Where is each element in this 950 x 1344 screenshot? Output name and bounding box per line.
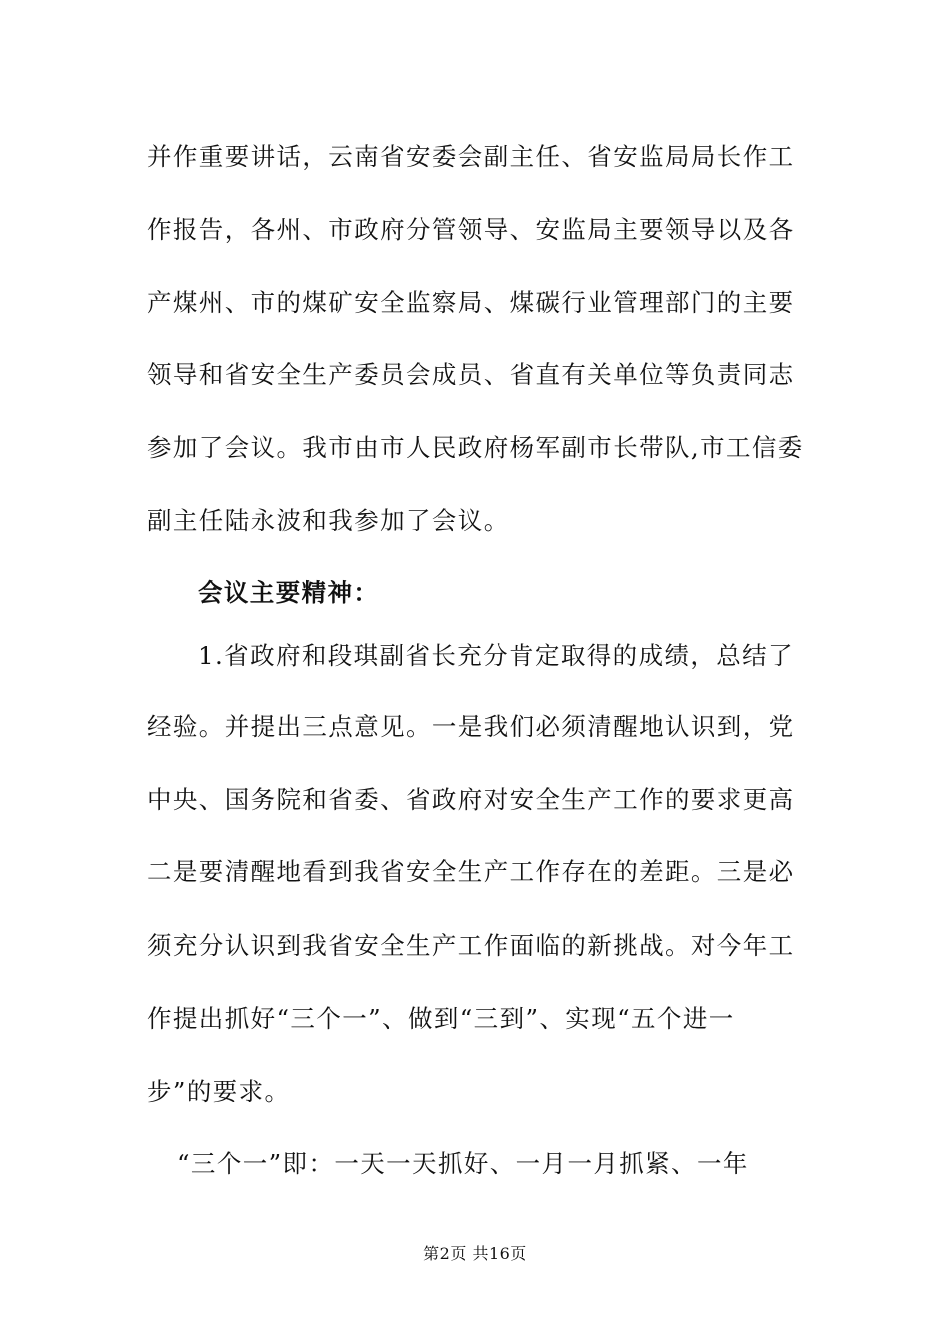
body-text-line: “三个一”即：一天一天抓好、一月一月抓紧、一年 <box>177 1149 749 1178</box>
body-text-line: 副主任陆永波和我参加了会议。 <box>147 506 510 535</box>
page-number-footer: 第2页 共16页 <box>423 1244 527 1263</box>
body-text-line: 中央、国务院和省委、省政府对安全生产工作的要求更高 <box>147 785 795 814</box>
body-text-line: 1.省政府和段琪副省长充分肯定取得的成绩，总结了 <box>198 641 794 670</box>
body-text-line: 须充分认识到我省安全生产工作面临的新挑战。对今年工 <box>147 931 795 960</box>
body-text-line: 作提出抓好“三个一”、做到“三到”、实现“五个进一 <box>147 1004 735 1033</box>
body-text-line: 并作重要讲话，云南省安委会副主任、省安监局局长作工 <box>147 142 795 171</box>
body-text-line: 参加了会议。我市由市人民政府杨军副市长带队,市工信委 <box>147 433 804 462</box>
body-text-line: 作报告，各州、市政府分管领导、安监局主要领导以及各 <box>147 215 795 244</box>
body-text-line: 产煤州、市的煤矿安全监察局、煤碳行业管理部门的主要 <box>147 288 795 317</box>
body-text-line: 步”的要求。 <box>147 1077 291 1106</box>
body-text-line: 领导和省安全生产委员会成员、省直有关单位等负责同志 <box>147 360 795 389</box>
section-heading: 会议主要精神： <box>198 578 380 607</box>
body-text-line: 二是要清醒地看到我省安全生产工作存在的差距。三是必 <box>147 857 795 886</box>
body-text-line: 经验。并提出三点意见。一是我们必须清醒地认识到，党 <box>147 712 795 741</box>
